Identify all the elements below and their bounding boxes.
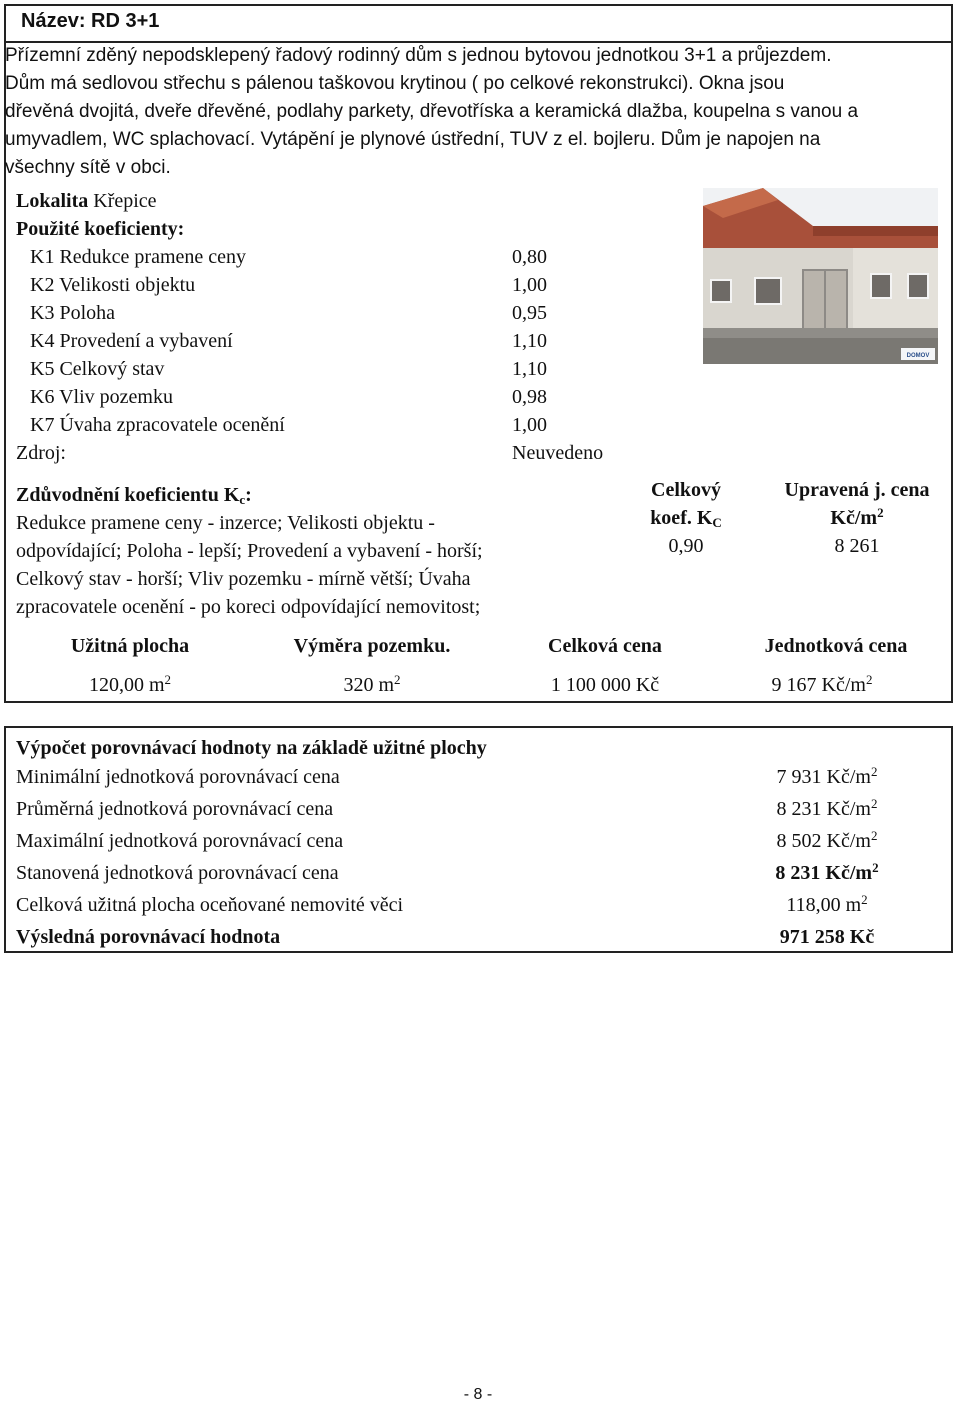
- adjusted-price-sup: 2: [877, 505, 884, 520]
- coefficient-value: 0,95: [512, 302, 547, 324]
- coefficient-name: K7 Úvaha zpracovatele ocenění: [30, 414, 285, 436]
- calculation-value-text: 8 231 Kč/m: [776, 798, 871, 820]
- calculation-value-sup: 2: [870, 796, 878, 811]
- coefficient-name: K1 Redukce pramene ceny: [30, 246, 247, 268]
- total-coef-label: Celkový: [651, 479, 721, 501]
- summary-total-price: 1 100 000 Kč: [550, 674, 660, 696]
- calculation-label: Minimální jednotková porovnávací cena: [16, 766, 340, 788]
- calculation-value-text: 8 502 Kč/m: [776, 830, 871, 852]
- coefficient-value: 1,10: [512, 358, 547, 380]
- justification-line: Redukce pramene ceny - inzerce; Velikosti objektu -: [16, 512, 435, 534]
- total-coef-value: 0,90: [668, 535, 704, 557]
- coefficient-value: 1,00: [512, 274, 547, 296]
- justification-title-sub: c: [239, 492, 246, 507]
- coefficient-name: K4 Provedení a vybavení: [30, 330, 233, 352]
- calculation-value-sup: 2: [870, 828, 878, 843]
- property-title: Název: RD 3+1: [21, 10, 160, 32]
- house-photo: [703, 188, 938, 364]
- photo-watermark: DOMOV: [906, 353, 930, 359]
- total-coef-sub: C: [712, 515, 722, 530]
- calculation-value-sup: 2: [861, 892, 868, 907]
- summary-area: [30, 674, 230, 697]
- total-coef-label-2: [634, 507, 738, 530]
- description-line: všechny sítě v obci.: [5, 157, 171, 178]
- coefficient-value: 0,80: [512, 246, 547, 268]
- description-line: Přízemní zděný nepodsklepený řadový rodinný dům s jednou bytovou jednotkou 3+1 a průjezdem.: [5, 45, 832, 66]
- justification-title-text: Zdůvodnění koeficientu K: [16, 484, 240, 506]
- adjusted-price-label: Upravená j. cena: [784, 479, 930, 501]
- coefficients-title: Použité koeficienty:: [16, 218, 185, 240]
- coefficient-name: K3 Poloha: [30, 302, 115, 324]
- coefficient-name: K6 Vliv pozemku: [30, 386, 173, 408]
- calculation-value: [700, 894, 954, 917]
- coefficient-value: 0,98: [512, 386, 547, 408]
- justification-line: zpracovatele ocenění - po koreci odpovídající nemovitost;: [16, 596, 481, 618]
- total-coef-label-text: koef. K: [650, 507, 713, 529]
- summary-unit-price: [722, 674, 922, 697]
- calculation-label: Průměrná jednotková porovnávací cena: [16, 798, 334, 820]
- coefficient-name: K2 Velikosti objektu: [30, 274, 196, 296]
- source-label: Zdroj:: [16, 442, 66, 464]
- coefficient-name: K5 Celkový stav: [30, 358, 165, 380]
- coefficient-value: 1,00: [512, 414, 547, 436]
- justification-title: [16, 484, 252, 507]
- adjusted-price-unit-text: Kč/m: [830, 507, 878, 529]
- coefficient-value: 1,10: [512, 330, 547, 352]
- calculation-value: [700, 830, 954, 853]
- calculation-label: Stanovená jednotková porovnávací cena: [16, 862, 339, 884]
- calculation-value-text: 8 231 Kč/m: [775, 862, 873, 884]
- calculation-value: [700, 862, 954, 885]
- calculation-value-text: 118,00 m: [786, 894, 862, 916]
- justification-line: odpovídající; Poloha - lepší; Provedení a vybavení - horší;: [16, 540, 483, 562]
- calculation-value: [700, 766, 954, 789]
- calculation-label: Celková užitná plocha oceňované nemovité věci: [16, 894, 404, 916]
- summary-unit-price-text: 9 167 Kč/m: [771, 674, 866, 696]
- location-value: Křepice: [93, 190, 157, 212]
- summary-header-land: Výměra pozemku.: [293, 635, 451, 657]
- description-line: Dům má sedlovou střechu s pálenou taškovou krytinou ( po celkové rekonstrukci). Okna jsou: [5, 73, 785, 94]
- summary-sup: 2: [164, 672, 172, 687]
- summary-header-unit: Jednotková cena: [764, 635, 908, 657]
- location: [16, 190, 157, 213]
- calculation-value: [700, 926, 954, 949]
- calculation-label: Výsledná porovnávací hodnota: [16, 926, 281, 948]
- calculation-value-text: 7 931 Kč/m: [776, 766, 871, 788]
- property-description: [5, 42, 950, 182]
- calculation-value-sup: 2: [872, 860, 879, 875]
- summary-header-total: Celková cena: [548, 635, 662, 657]
- location-label: Lokalita: [16, 190, 89, 212]
- summary-land: [272, 674, 472, 697]
- calculation-value-sup: 2: [870, 764, 878, 779]
- summary-land-text: 320 m: [343, 674, 395, 696]
- source-value: Neuvedeno: [512, 442, 604, 464]
- summary-sup: 2: [394, 672, 401, 687]
- calculation-title: Výpočet porovnávací hodnoty na základě užitné plochy: [16, 737, 487, 759]
- calculation-value: [700, 798, 954, 821]
- justification-line: Celkový stav - horší; Vliv pozemku - mírně větší; Úvaha: [16, 568, 471, 590]
- adjusted-price-value: 8 261: [834, 535, 880, 557]
- summary-header-area: Užitná plocha: [70, 635, 190, 657]
- description-line: dřevěná dvojitá, dveře dřevěné, podlahy parkety, dřevotříska a keramická dlažba, koupelna s vanou a: [5, 101, 859, 122]
- summary-area-text: 120,00 m: [88, 674, 165, 696]
- calculation-value-text: 971 258 Kč: [779, 926, 875, 948]
- page-number: - 8 -: [463, 1386, 493, 1403]
- summary-sup: 2: [865, 672, 873, 687]
- calculation-label: Maximální jednotková porovnávací cena: [16, 830, 344, 852]
- justification-title-colon: :: [245, 484, 252, 506]
- adjusted-price-unit: [760, 507, 954, 530]
- description-line: umyvadlem, WC splachovací. Vytápění je plynové ústřední, TUV z el. bojleru. Dům je napojen na: [5, 129, 821, 150]
